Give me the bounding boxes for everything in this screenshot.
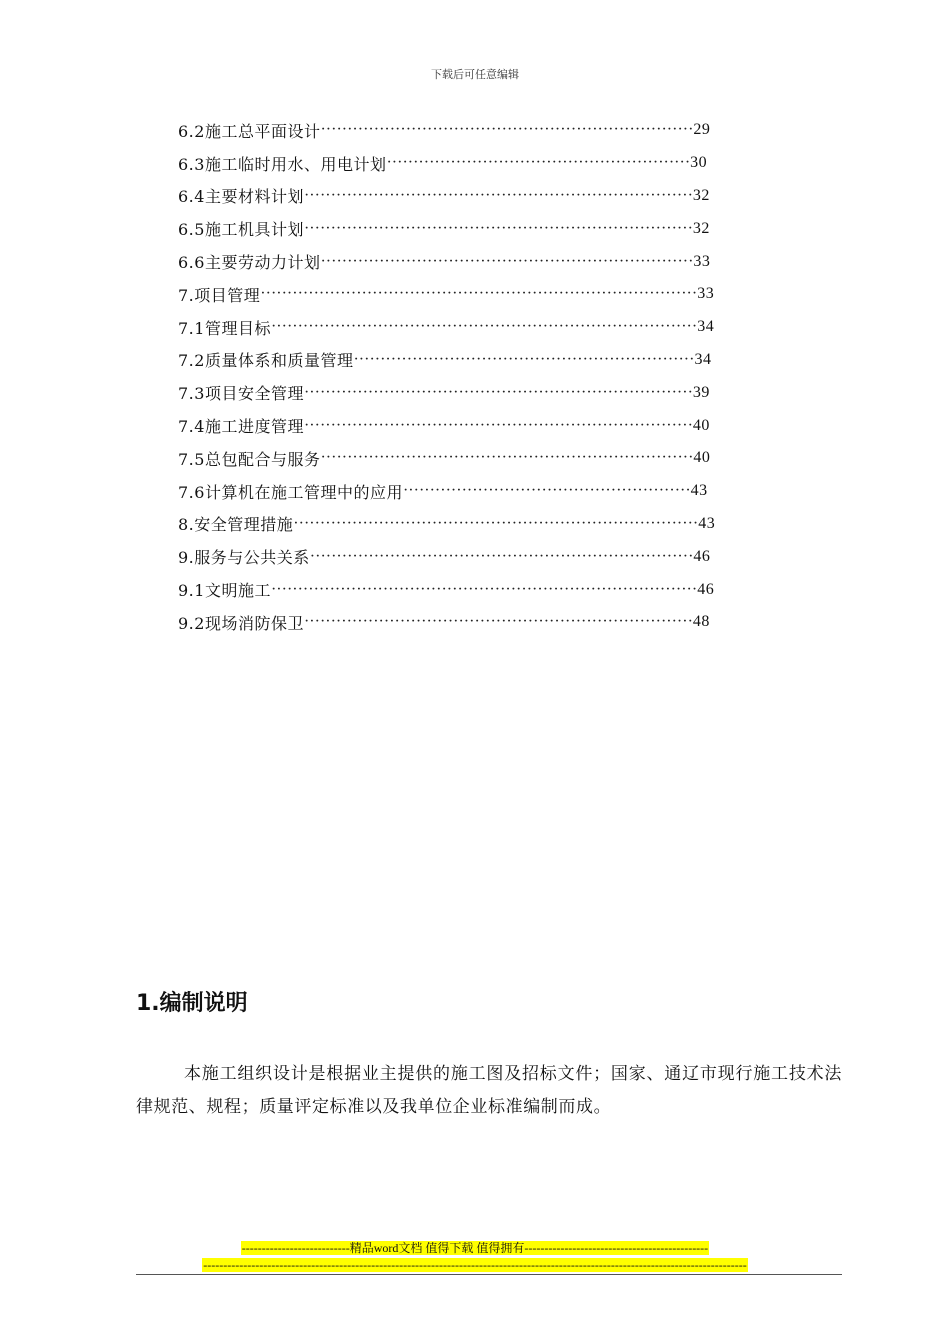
toc-entry-title: 8.安全管理措施 [178, 515, 294, 535]
toc-entry-page: 39 [692, 383, 710, 401]
toc-entry-page: 33 [697, 285, 715, 303]
toc-entry[interactable] [178, 606, 710, 639]
toc-entry[interactable] [178, 442, 711, 475]
toc-entry[interactable] [178, 311, 715, 344]
toc-entry[interactable] [178, 376, 710, 409]
toc-entry-title: 9.服务与公共关系 [178, 548, 310, 568]
toc-entry[interactable] [178, 508, 716, 541]
toc-entry[interactable] [178, 540, 711, 573]
footer-separator-text: ---------------------------------------------------------------------------------------------------------------------------------------- [203, 1258, 747, 1272]
toc-entry[interactable] [178, 573, 715, 606]
toc-entry-title: 7.2质量体系和质量管理 [178, 351, 354, 371]
toc-entry[interactable] [178, 180, 710, 213]
toc-entry-title: 6.3施工临时用水、用电计划 [178, 154, 387, 174]
toc-entry-title: 7.项目管理 [178, 285, 261, 305]
toc-entry-page: 46 [693, 547, 711, 565]
toc-dot-leader: ········································································· [303, 186, 693, 204]
toc-entry-page: 48 [692, 613, 710, 631]
toc-entry-page: 32 [692, 186, 710, 204]
toc-dot-leader: ······································································ [320, 121, 694, 139]
toc-entry-title: 9.2现场消防保卫 [178, 613, 304, 633]
toc-entry[interactable] [178, 212, 710, 245]
toc-entry-title: 6.5施工机具计划 [178, 220, 304, 240]
toc-dot-leader: ········································································· [303, 613, 693, 631]
footer-rule [136, 1274, 842, 1275]
toc-entry-title: 7.5总包配合与服务 [178, 449, 321, 469]
footer-separator [0, 1256, 950, 1274]
toc-entry-page: 34 [697, 318, 715, 336]
toc-entry-page: 34 [694, 350, 712, 368]
footer-banner [0, 1239, 950, 1257]
toc-entry-page: 29 [693, 121, 711, 139]
toc-dot-leader: ·················································································· [260, 285, 698, 303]
toc-dot-leader: ································································ [353, 350, 695, 368]
toc-entry-title: 6.2施工总平面设计 [178, 121, 321, 141]
toc-entry-title: 7.3项目安全管理 [178, 384, 304, 404]
toc-entry[interactable] [178, 245, 711, 278]
toc-entry[interactable] [178, 344, 712, 377]
toc-entry-title: 6.4主要材料计划 [178, 187, 304, 207]
toc-dot-leader: ················································································ [270, 318, 698, 336]
toc-dot-leader: ········································································· [303, 416, 693, 434]
body-paragraph: 本施工组织设计是根据业主提供的施工图及招标文件；国家、通辽市现行施工技术法律规范、规程；质量评定标准以及我单位企业标准编制而成。 [136, 1064, 842, 1117]
toc-dot-leader: ················································································ [270, 580, 698, 598]
toc-entry-page: 33 [693, 252, 711, 270]
toc-dot-leader: ········································································· [303, 219, 693, 237]
toc-entry[interactable] [178, 114, 711, 147]
toc-entry-title: 7.4施工进度管理 [178, 417, 304, 437]
table-of-contents [178, 114, 716, 639]
toc-entry-page: 46 [697, 580, 715, 598]
toc-entry-title: 9.1文明施工 [178, 581, 271, 601]
toc-dot-leader: ············································································ [293, 514, 699, 532]
toc-dot-leader: ········································································ [309, 547, 694, 565]
page-header: 下载后可任意编辑 [431, 68, 519, 81]
toc-entry-page: 43 [690, 482, 708, 500]
toc-entry-title: 6.6主要劳动力计划 [178, 253, 321, 273]
toc-entry[interactable] [178, 147, 708, 180]
toc-entry-page: 32 [692, 219, 710, 237]
toc-dot-leader: ························································· [386, 154, 691, 172]
section-heading: 1.编制说明 [136, 991, 248, 1016]
toc-entry-page: 40 [692, 416, 710, 434]
toc-dot-leader: ······················································ [402, 482, 691, 500]
toc-dot-leader: ······································································ [320, 449, 694, 467]
toc-entry[interactable] [178, 278, 715, 311]
toc-dot-leader: ········································································· [303, 383, 693, 401]
toc-entry[interactable] [178, 409, 710, 442]
toc-entry-title: 7.1管理目标 [178, 318, 271, 338]
toc-entry-page: 30 [690, 154, 708, 172]
toc-entry[interactable] [178, 475, 708, 508]
toc-entry-page: 40 [693, 449, 711, 467]
toc-entry-title: 7.6计算机在施工管理中的应用 [178, 482, 403, 502]
toc-dot-leader: ······································································ [320, 252, 694, 270]
footer-banner-text: ---------------------------精品word文档 值得下载 值得拥有---------------------------------------------- [241, 1241, 709, 1255]
toc-entry-page: 43 [698, 514, 716, 532]
